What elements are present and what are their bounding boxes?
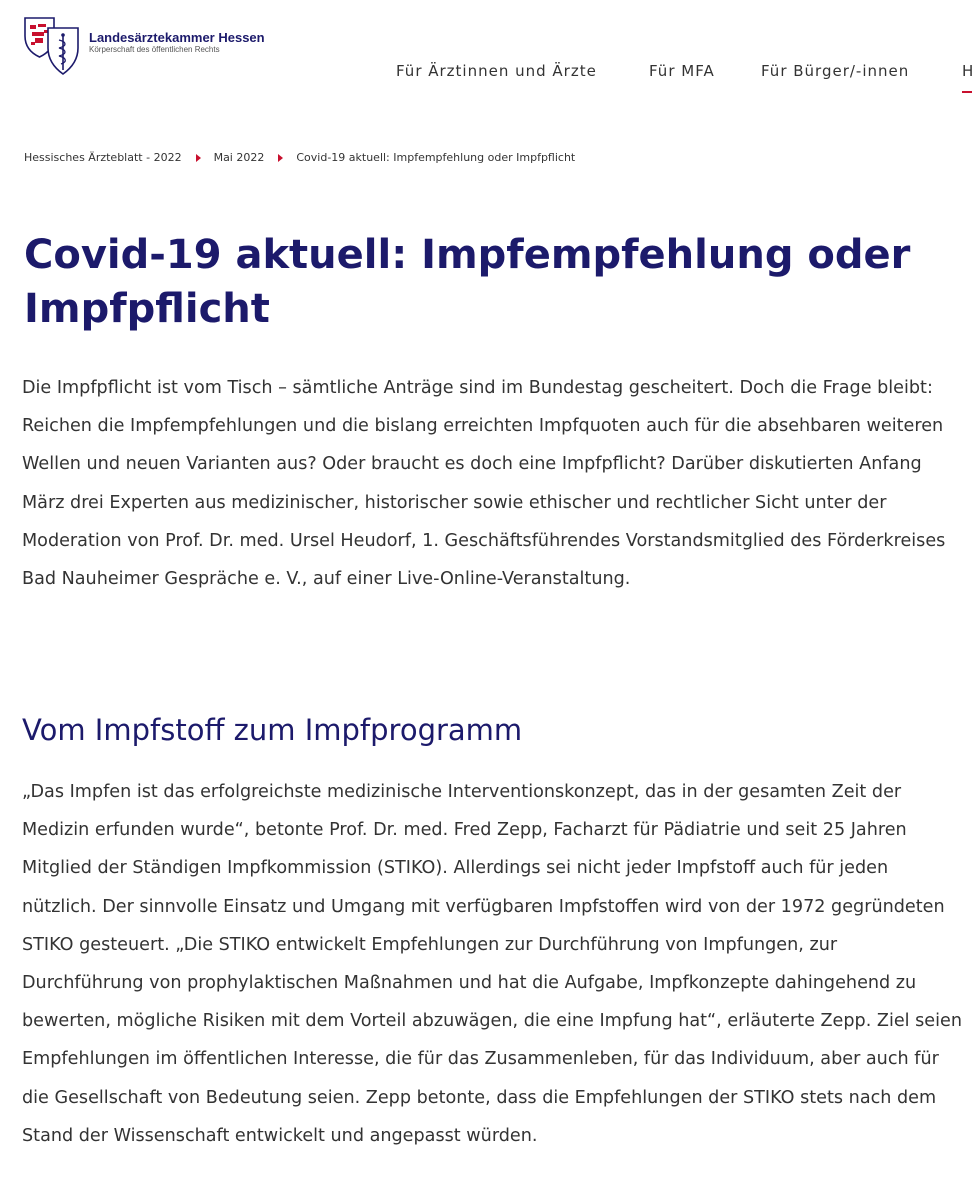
- nav-item-aerzte[interactable]: Für Ärztinnen und Ärzte: [396, 62, 597, 80]
- breadcrumb-separator-icon: [278, 154, 283, 162]
- nav-item-mfa[interactable]: Für MFA: [649, 62, 715, 80]
- breadcrumb-item-mai-2022[interactable]: Mai 2022: [213, 151, 265, 164]
- section-heading: Vom Impfstoff zum Impfprogramm: [22, 713, 523, 747]
- site-header: [0, 0, 974, 110]
- nav-item-truncated[interactable]: H: [962, 62, 974, 80]
- site-logo[interactable]: [24, 16, 284, 78]
- article-paragraph: „Das Impfen ist das erfolgreichste medizinische Interventionskonzept, das in der gesamten Zeit der Medizin erfunden wurde“, betonte Prof. Dr. med. Fred Zepp, Facharzt für Pädiatrie und seit 25 Jahren Mitglied der Ständigen Impfkommission (STIKO). Allerdings sei nicht jeder Impfstoff auch für jeden nützlich. Der sinnvolle Einsatz und Umgang mit verfügbaren Impfstoffen wird von der 1972 gegründeten STIKO gesteuert. „Die STIKO entwickelt Empfehlungen zur Durchführung von Impfungen, zur Durchführung von prophylaktischen Maßnahmen und hat die Aufgabe, Impfkonzepte dahingehend zu bewerten, mögliche Risiken mit dem Vorteil abzuwägen, die eine Impfung hat“, erläuterte Zepp. Ziel seien Empfehlungen im öffentlichen Interesse, die für das Zusammenleben, für das Individuum, aber auch für die Gesellschaft von Bedeutung seien. Zepp betonte, dass die Empfehlungen der STIKO stets nach dem Stand der Wissenschaft entwickelt und angepasst würden.: [22, 782, 962, 1146]
- nav-item-buerger[interactable]: Für Bürger/-innen: [761, 62, 910, 80]
- breadcrumb-item-current: Covid-19 aktuell: Impfempfehlung oder Impfpflicht: [296, 151, 576, 164]
- article-lead: Die Impfpflicht ist vom Tisch – sämtliche Anträge sind im Bundestag gescheitert. Doch die Frage bleibt: Reichen die Impfempfehlungen und die bislang erreichten Impfquoten auch für die absehbaren weiteren Wellen und neuen Varianten aus? Oder braucht es doch eine Impfpflicht? Darüber diskutierten Anfang März drei Experten aus medizinischer, historischer sowie ethischer und rechtlicher Sicht unter der Moderation von Prof. Dr. med. Ursel Heudorf, 1. Geschäftsführendes Vorstandsmitglied des Förderkreises Bad Nauheimer Gespräche e. V., auf einer Live-Online-Veranstaltung.: [22, 378, 946, 590]
- coat-of-arms-logo-icon: [24, 16, 88, 78]
- breadcrumb-item-hessisches-aerzteblatt[interactable]: Hessisches Ärzteblatt - 2022: [24, 151, 182, 164]
- page-title: Covid-19 aktuell: Impfempfehlung oder Impfpflicht: [24, 232, 911, 332]
- logo-subtitle: Körperschaft des öffentlichen Rechts: [89, 45, 220, 54]
- logo-title: Landesärztekammer Hessen: [89, 30, 265, 45]
- nav-active-underline: [962, 91, 972, 93]
- breadcrumb-separator-icon: [196, 154, 201, 162]
- breadcrumb: [24, 151, 575, 164]
